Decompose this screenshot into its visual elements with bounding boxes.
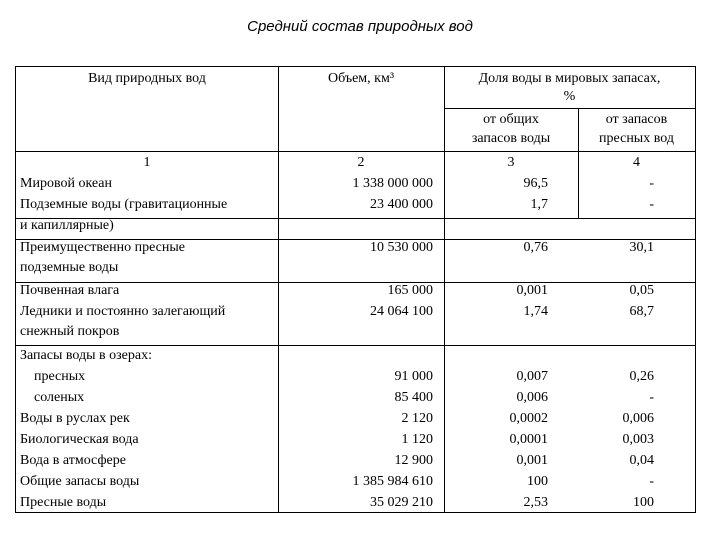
row-share-fresh: - [649,197,654,212]
row-divider [16,345,695,346]
row-volume: 10 530 000 [370,240,433,255]
row-share-fresh: 0,05 [629,283,654,298]
header-share-fresh: пресных вод [599,131,674,146]
row-name: Воды в руслах рек [20,411,130,426]
header-share-total: от общих [483,112,539,127]
header-type: Вид природных вод [88,71,206,86]
page-title: Средний состав природных вод [247,18,473,35]
row-name: Биологическая вода [20,432,139,447]
row-name: подземные воды [20,260,119,275]
row-share-total: 1,7 [530,197,548,212]
row-share-total: 0,001 [516,453,548,468]
row-volume: 2 120 [401,411,433,426]
row-name: Преимущественно пресные [20,240,185,255]
row-share-total: 100 [527,474,548,489]
row-share-fresh: 0,006 [622,411,654,426]
column-number: 4 [633,155,640,170]
row-share-fresh: - [649,176,654,191]
row-name: и капиллярные) [20,218,114,233]
header-share-fresh: от запасов [605,112,668,127]
row-share-fresh: 0,26 [629,369,654,384]
row-share-fresh: 0,003 [622,432,654,447]
row-share-fresh: - [649,390,654,405]
row-share-fresh: 68,7 [629,304,654,319]
row-share-total: 0,006 [516,390,548,405]
row-divider [444,108,695,109]
row-volume: 24 064 100 [370,304,433,319]
row-name: Запасы воды в озерах: [20,348,152,363]
row-volume: 165 000 [387,283,433,298]
row-volume: 1 120 [401,432,433,447]
row-volume: 12 900 [394,453,433,468]
column-number: 2 [357,155,365,170]
row-name: Подземные воды (гравитационные [20,197,228,212]
header-share: Доля воды в мировых запасах, [478,71,661,86]
row-share-total: 0,001 [516,283,548,298]
row-share-total: 2,53 [523,495,548,510]
row-divider [16,151,695,152]
header-share-total: запасов воды [471,131,551,146]
water-composition-table [15,66,696,513]
row-name: Общие запасы воды [20,474,140,489]
row-divider [16,218,695,219]
row-share-total: 0,0002 [509,411,548,426]
row-share-total: 0,76 [523,240,548,255]
row-name: пресных [34,369,86,384]
column-number: 1 [143,155,151,170]
row-share-total: 1,74 [523,304,548,319]
row-volume: 1 338 000 000 [352,176,433,191]
row-share-fresh: 100 [633,495,654,510]
row-share-total: 0,0001 [509,432,548,447]
row-volume: 35 029 210 [370,495,433,510]
row-share-total: 96,5 [523,176,548,191]
row-name: Мировой океан [20,176,112,191]
row-name: снежный покров [20,324,120,339]
row-share-total: 0,007 [516,369,548,384]
row-name: Ледники и постоянно залегающий [20,304,226,319]
row-volume: 23 400 000 [370,197,433,212]
row-name: Пресные воды [20,495,107,510]
row-name: Почвенная влага [20,283,120,298]
row-volume: 91 000 [394,369,433,384]
row-share-fresh: 0,04 [629,453,654,468]
row-share-fresh: - [649,474,654,489]
header-share-unit: % [563,89,576,104]
row-share-fresh: 30,1 [629,240,654,255]
row-name: Вода в атмосфере [20,453,126,468]
row-name: соленых [34,390,85,405]
header-volume: Объем, км³ [327,71,395,86]
column-number: 3 [507,155,515,170]
row-volume: 85 400 [394,390,433,405]
row-volume: 1 385 984 610 [352,474,433,489]
